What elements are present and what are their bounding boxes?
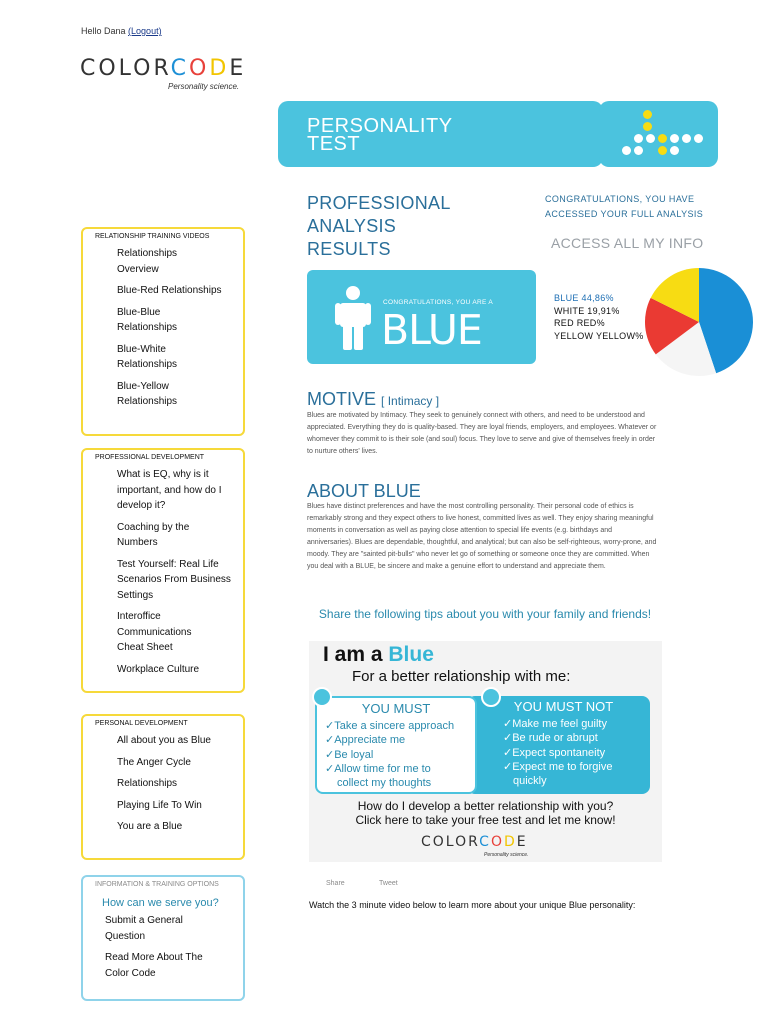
motive-title: MOTIVE <box>307 389 377 409</box>
logo-letter-c: C <box>170 56 190 81</box>
motive-tag: [ Intimacy ] <box>381 394 440 408</box>
must-not-item: ✓Be rude or abrupt <box>503 732 598 745</box>
sidebar-item-blue-red[interactable]: Blue-Red Relationships <box>117 285 222 296</box>
motive-text: Blues are motivated by Intimacy. They seek to genuinely connect with others, and need to be understood and appreciated. Everything they do is quality-based. They are loyal friends, employers, and employees. Whatever or whomever they commit to is their sole (and soul) focus. They love to serve and give of themselves freely in order to nurture others' lives. <box>307 412 657 455</box>
tips-card[interactable] <box>309 641 662 862</box>
congrats-message <box>545 192 703 222</box>
about-title: ABOUT BLUE <box>307 481 421 501</box>
must-not-item: ✓Make me feel guilty <box>503 718 607 730</box>
results-title-line3: RESULTS <box>307 239 391 259</box>
personality-test-banner <box>278 101 603 167</box>
card-heading <box>323 643 434 667</box>
sidebar-relationship-box <box>81 227 245 436</box>
logo-letter-e: E <box>229 56 247 81</box>
result-subtitle: CONGRATULATIONS, YOU ARE A <box>383 299 494 306</box>
card-question-line2: Click here to take your free test and let me know! <box>355 813 616 827</box>
card-logo-tagline: Personality science. <box>484 852 529 858</box>
sidebar-item-workplace-culture[interactable]: Workplace Culture <box>117 663 200 675</box>
tweet-button[interactable]: Tweet <box>379 880 398 887</box>
chart-legend <box>554 292 644 342</box>
thumbs-up-icon <box>312 687 332 707</box>
dots-logo-icon <box>599 101 718 167</box>
sidebar-heading: PROFESSIONAL DEVELOPMENT <box>95 454 205 461</box>
sidebar-item-test-yourself[interactable]: Test Yourself: Real Life Scenarios From Business Settings <box>117 558 231 601</box>
person-icon <box>334 286 372 350</box>
must-item: collect my thoughts <box>337 777 432 790</box>
logo-letter-o: O <box>189 56 210 81</box>
card-question <box>309 799 662 827</box>
card-colorcode-logo: COLORCODE <box>421 834 528 850</box>
info-subheading: How can we serve you? <box>102 897 219 909</box>
access-all-info-link[interactable]: ACCESS ALL MY INFO <box>551 235 704 251</box>
results-title-line1: PROFESSIONAL <box>307 193 451 213</box>
colorcode-logo[interactable] <box>80 57 246 91</box>
must-box <box>315 696 477 794</box>
banner-title <box>307 117 453 153</box>
sidebar-item-playing-life[interactable]: Playing Life To Win <box>117 799 202 811</box>
legend-yellow: YELLOW YELLOW% <box>554 330 644 341</box>
legend-red: RED RED% <box>554 318 605 328</box>
card-heading-color: Blue <box>388 643 434 666</box>
watch-video-text: Watch the 3 minute video below to learn more about your unique Blue personality: <box>309 900 636 910</box>
logo-tagline: Personality science. <box>168 82 240 91</box>
card-heading-prefix: I am a <box>323 643 389 666</box>
greeting-text: Hello Dana <box>81 26 126 36</box>
banner-title-line1: PERSONALITY <box>307 115 453 137</box>
motive-heading <box>307 389 439 410</box>
logout-link[interactable]: (Logout) <box>128 26 162 36</box>
sidebar-professional-box <box>81 448 245 693</box>
card-subheading: For a better relationship with me: <box>352 668 571 685</box>
share-tips-text: Share the following tips about you with your family and friends! <box>318 607 652 621</box>
banner-title-line2: TEST <box>307 133 361 155</box>
result-blue-box <box>307 270 536 364</box>
congrats-line2: ACCESSED YOUR FULL ANALYSIS <box>545 209 704 219</box>
must-item: ✓Appreciate me <box>325 734 406 747</box>
legend-blue: BLUE 44,86% <box>554 293 614 303</box>
sidebar-item-read-more[interactable]: Read More About The Color Code <box>105 952 203 979</box>
results-title <box>307 192 451 261</box>
sidebar-info-box <box>81 875 245 1001</box>
sidebar-personal-box <box>81 714 245 860</box>
must-item: ✓Take a sincere approach <box>325 720 455 732</box>
sidebar-item-submit-question[interactable]: Submit a General Question <box>105 915 183 942</box>
sidebar-item-coaching[interactable]: Coaching by the Numbers <box>117 521 190 548</box>
must-not-item: ✓Expect me to forgive <box>503 760 613 773</box>
sidebar-item-relationships[interactable]: Relationships <box>117 778 178 789</box>
result-color: BLUE <box>381 306 482 354</box>
sidebar-item-eq[interactable]: What is EQ, why is it important, and how do I develop it? <box>117 469 222 511</box>
thumbs-down-icon <box>481 687 501 707</box>
personality-pie-chart <box>645 268 768 378</box>
must-item: ✓Allow time for me to <box>325 762 431 775</box>
greeting-bar <box>81 26 162 36</box>
legend-white: WHITE 19,91% <box>554 305 620 316</box>
sidebar-item-anger-cycle[interactable]: The Anger Cycle <box>117 756 191 768</box>
sidebar-item-you-are-blue[interactable]: You are a Blue <box>117 821 183 832</box>
must-not-box <box>467 696 650 794</box>
must-not-item: quickly <box>513 775 547 788</box>
logo-letter-d: D <box>209 56 230 81</box>
sidebar-heading: RELATIONSHIP TRAINING VIDEOS <box>95 233 210 240</box>
must-not-item: ✓Expect spontaneity <box>503 746 606 759</box>
must-item: ✓Be loyal <box>325 748 374 761</box>
results-title-line2: ANALYSIS <box>307 216 397 236</box>
share-button[interactable]: Share <box>326 880 345 887</box>
must-not-title: YOU MUST NOT <box>513 699 614 714</box>
about-text: Blues have distinct preferences and have the most controlling personality. Their personal code of ethics is remarkably strong and they expect others to live honest, committed lives as well. They enjoy sharing meaningful moments in conversation as well as paying close attention to special life events (e.g. birthdays and anniversaries). Blues are dependable, thoughtful, and analytical; but can also be self-righteous, worry-prone, and moody. They are "sainted pit-bulls" who never let go of something or someone once they are committed. When you deal with a BLUE, be sincere and make a genuine effort to understand and appreciate them. <box>307 503 657 570</box>
sidebar-item-blue-yellow[interactable]: Blue-Yellow Relationships <box>117 380 178 407</box>
card-question-line1: How do I develop a better relationship with you? <box>357 799 614 813</box>
sidebar-heading: PERSONAL DEVELOPMENT <box>95 720 188 727</box>
congrats-line1: CONGRATULATIONS, YOU HAVE <box>545 194 695 204</box>
must-title: YOU MUST <box>361 701 431 716</box>
sidebar-item-interoffice[interactable]: Interoffice Communications Cheat Sheet <box>117 611 192 653</box>
sidebar-item-blue-blue[interactable]: Blue-Blue Relationships <box>117 306 178 333</box>
sidebar-item-blue-white[interactable]: Blue-White Relationships <box>117 343 178 370</box>
sidebar-item-all-about-you[interactable]: All about you as Blue <box>117 735 211 746</box>
logo-word-color: COLOR <box>80 56 171 81</box>
sidebar-item-relationships-overview[interactable]: Relationships Overview <box>117 248 178 275</box>
sidebar-heading: INFORMATION & TRAINING OPTIONS <box>95 881 219 888</box>
